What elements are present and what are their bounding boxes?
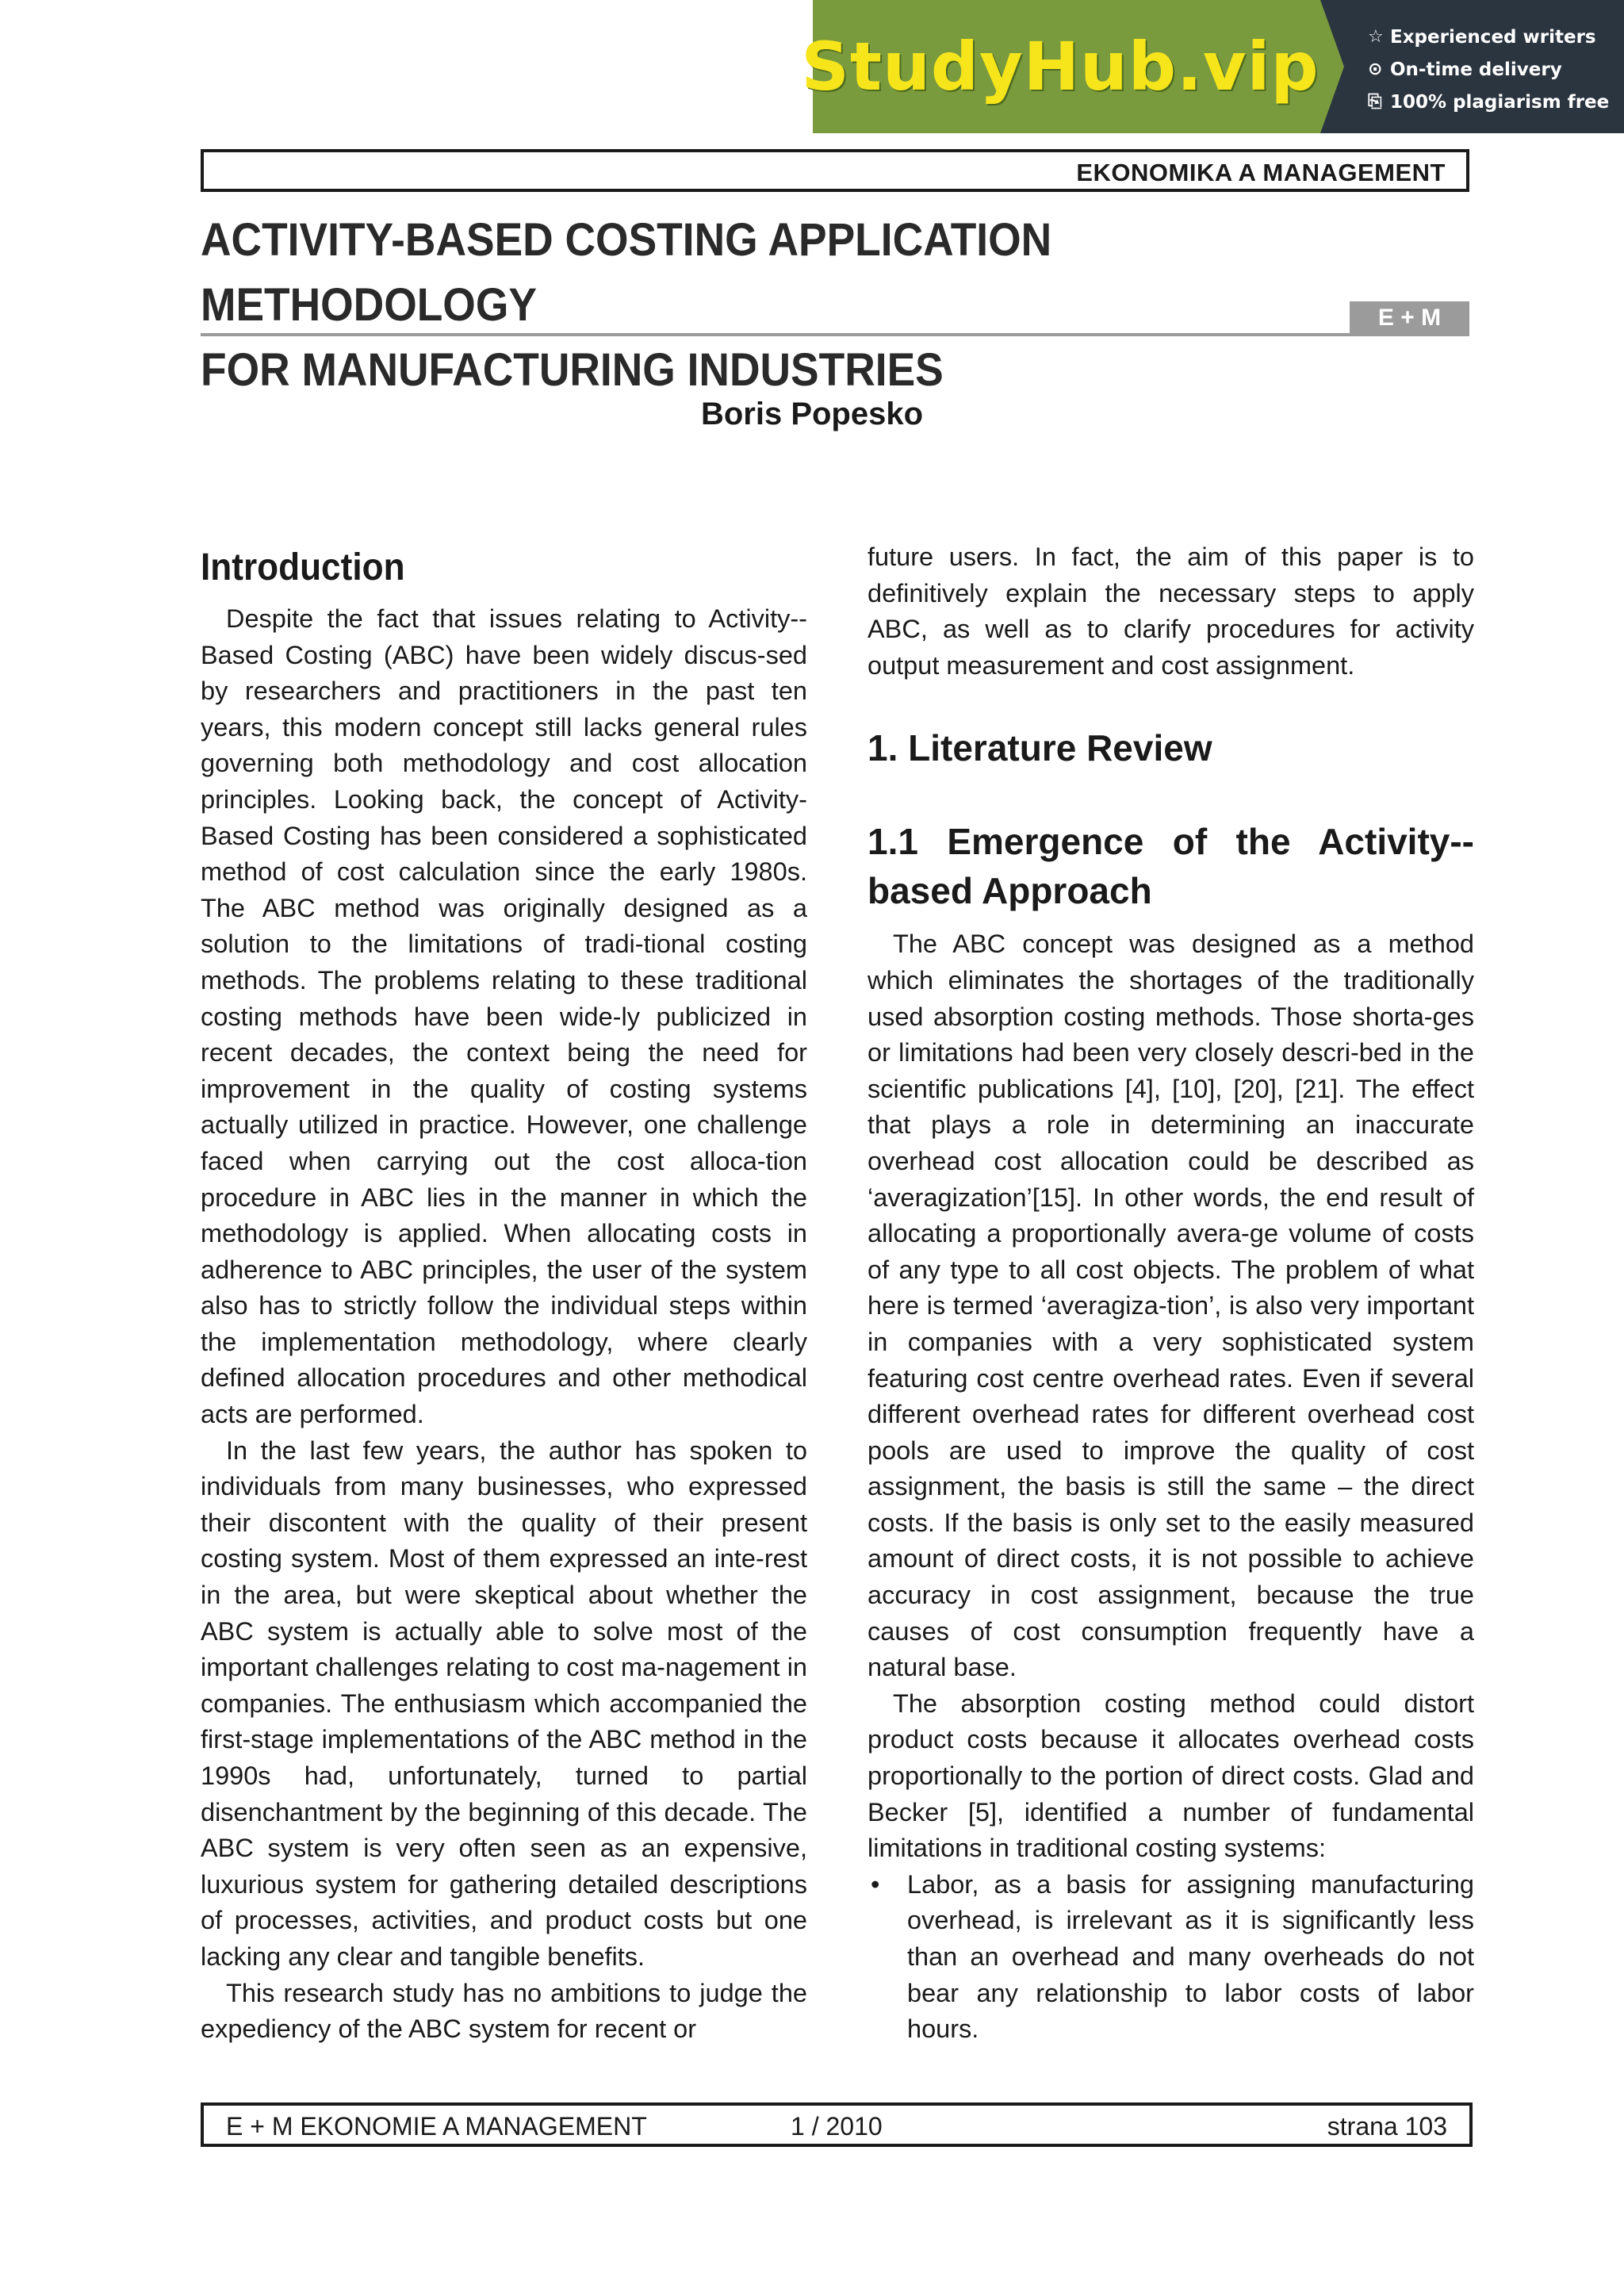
paragraph: Despite the fact that issues relating to Activity--Based Costing (ABC) have been widely discus-sed by researchers and practitioners in the past ten years, this modern concept still lacks general rules governing both methodology and cost allocation principles. Looking back, the concept of Activity-Based Costing has been considered a sophisticated method of cost calculation since the early 1980s. The ABC method was originally designed as a solution to the limitations of tradi-tional costing methods. The problems relating to these traditional costing methods have been wide-ly publicized in recent decades, the context being the need for improvement in the quality of costing systems actually utilized in practice. However, one challenge faced when carrying out the cost alloca-tion procedure in ABC lies in the manner in which the methodology is applied. When allocating costs in adherence to ABC principles, the user of the system also has to strictly follow the individual steps within the implementation methodology, where clearly defined allocation procedures and other methodical acts are performed. xyxy=(201,604,807,1429)
subsection-heading: 1.1 Emergence of the Activity--based Approach xyxy=(868,821,1474,912)
page-footer xyxy=(201,2102,1473,2147)
article-title xyxy=(201,208,1368,403)
right-column xyxy=(868,539,1474,2048)
document-icon: ⎘ xyxy=(1368,92,1382,112)
star-icon: ☆ xyxy=(1368,27,1384,47)
author-name: Boris Popesko xyxy=(700,397,924,431)
feature-experienced-writers xyxy=(1368,21,1624,53)
clock-icon: ⊙ xyxy=(1368,59,1383,79)
title-line-2: FOR MANUFACTURING INDUSTRIES xyxy=(201,344,944,396)
journal-header-box xyxy=(201,149,1469,192)
feature-label: Experienced writers xyxy=(1390,26,1596,48)
em-badge: E + M xyxy=(1350,301,1469,335)
logo-text: StudyHub.vip xyxy=(801,28,1320,105)
limitations-list xyxy=(868,1867,1474,2048)
studyhub-banner[interactable] xyxy=(801,0,1624,133)
feature-label: 100% plagiarism free xyxy=(1390,91,1610,113)
section-heading: 1. Literature Review xyxy=(868,727,1212,769)
footer-journal: E + M EKONOMIE A MANAGEMENT xyxy=(226,2112,647,2141)
paragraph: In the last few years, the author has spoken to individuals from many businesses, who expressed their discontent with the quality of their present costing system. Most of them expressed an inte-rest in the area, but were skeptical about whether the ABC system is actually able to solve most of the important challenges relating to cost ma-nagement in companies. The enthusiasm which accompanied the first-stage implementations of the ABC method in the 1990s had, unfortunately, turned to partial disenchantment by the beginning of this decade. The ABC system is very often seen as an expensive, luxurious system for gathering detailed descriptions of processes, activities, and product costs but one lacking any clear and tangible benefits. xyxy=(201,1435,807,1971)
introduction-heading: Introduction xyxy=(201,546,405,588)
list-item: • Labor, as a basis for assigning manufacturing overhead, is irrelevant as it is significantly less than an overhead and many overheads do not bear any relationship to labor costs of labor hours. xyxy=(868,1867,1474,2048)
paragraph: The ABC concept was designed as a method which eliminates the shortages of the traditionally used absorption costing methods. Those shorta-ges or limitations had been very closely descri-bed in the scientific publications [4], [10], [20], [21]. The effect that plays a role in determining an inaccurate overhead cost allocation could be described as ‘averagization’[15]. In other words, the end result of allocating a proportionally avera-ge volume of costs of any type to all cost objects. The problem of what here is termed ‘averagiza-tion’, is also very important in companies with a very sophisticated system featuring cost centre overhead rates. Even if several different overhead rates for different overhead cost pools are used to improve the quality of cost assignment, the basis is still the same – the direct costs. If the basis is only set to the easily measured amount of direct costs, it is not possible to achieve accuracy in cost assignment, because the true causes of cost consumption frequently have a natural base. xyxy=(868,930,1474,1682)
paragraph: future users. In fact, the aim of this paper is to definitively explain the necessary steps to apply ABC, as well as to clarify procedures for activity output measurement and cost assignment. xyxy=(868,542,1474,680)
footer-issue: 1 / 2010 xyxy=(791,2112,883,2141)
left-column xyxy=(201,539,807,2048)
feature-on-time-delivery xyxy=(1368,53,1624,86)
studyhub-logo[interactable] xyxy=(801,0,1320,133)
journal-name: EKONOMIKA A MANAGEMENT xyxy=(1076,159,1446,186)
feature-plagiarism-free xyxy=(1368,86,1624,118)
paragraph: This research study has no ambitions to judge the expediency of the ABC system for recent or xyxy=(201,1978,807,2044)
footer-page-number: strana 103 xyxy=(1327,2112,1447,2141)
banner-features xyxy=(1320,0,1624,133)
feature-label: On-time delivery xyxy=(1390,59,1562,80)
title-divider xyxy=(201,333,1469,336)
title-line-1: ACTIVITY-BASED COSTING APPLICATION METHODOLOGY xyxy=(201,214,1052,331)
paragraph: The absorption costing method could distort product costs because it allocates overhead costs proportionally to the portion of direct costs. Glad and Becker [5], identified a number of fundamental limitations in traditional costing systems: xyxy=(868,1688,1474,1863)
